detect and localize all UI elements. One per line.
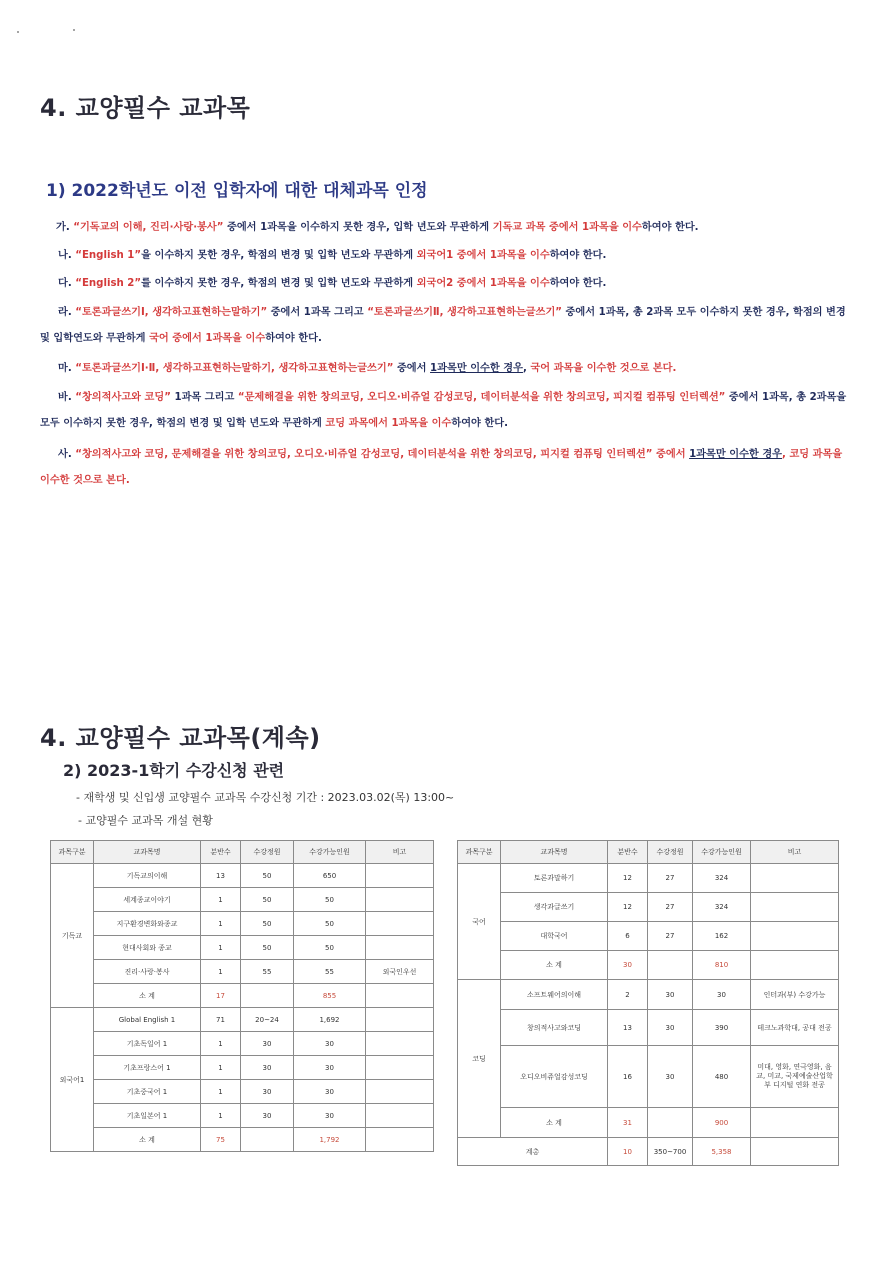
table-row: 창의적사고와코딩 13 30 390 테크노과학대, 공대 전공 bbox=[458, 1010, 839, 1046]
table-row: 기독교 기독교의이해 13 50 650 bbox=[51, 864, 434, 888]
category-cell: 코딩 bbox=[458, 980, 501, 1138]
scan-speck bbox=[73, 29, 75, 31]
table-row: 외국어1 Global English 1 71 20~24 1,692 bbox=[51, 1008, 434, 1032]
table-row: 지구환경변화와종교 1 50 50 bbox=[51, 912, 434, 936]
header-course: 교과목명 bbox=[94, 841, 201, 864]
header-category: 과목구분 bbox=[51, 841, 94, 864]
table-row: 코딩 소프트웨어의이해 2 30 30 인터과(부) 수강가능 bbox=[458, 980, 839, 1010]
subtotal-row: 소 계 75 1,792 bbox=[51, 1128, 434, 1152]
category-cell: 외국어1 bbox=[51, 1008, 94, 1152]
table-row: 국어 토론과말하기 12 27 324 bbox=[458, 864, 839, 893]
table-row: 생각과글쓰기 12 27 324 bbox=[458, 893, 839, 922]
table-row: 오디오비쥬얼감성코딩 16 30 480 미대, 영화, 연극영화, 음교, 미교, 국제예술산업학부 디지털 연화 전공 bbox=[458, 1046, 839, 1108]
table-row: 기초중국어 1 1 30 30 bbox=[51, 1080, 434, 1104]
rule-da: 다. “English 2”를 이수하지 못한 경우, 학점의 변경 및 입학 년도와 무관하게 외국어2 중에서 1과목을 이수하여야 한다. bbox=[58, 278, 607, 289]
section-subtitle: 1) 2022학년도 이전 입학자에 대한 대체과목 인정 bbox=[46, 181, 428, 201]
rule-sa: 사. “창의적사고와 코딩, 문제해결을 위한 창의코딩, 오디오·비쥬얼 감성코딩, 데이터분석을 위한 창의코딩, 피지컬 컴퓨팅 인터렉션” 중에서 1과목만 이수한 경우, 코딩 과목을 이수한 것으로 본다. bbox=[40, 449, 843, 486]
header-category: 과목구분 bbox=[458, 841, 501, 864]
header-available: 수강가능인원 bbox=[294, 841, 366, 864]
rule-ra: 라. “토론과글쓰기Ⅰ, 생각하고표현하는말하기” 중에서 1과목 그리고 “토론과글쓰기Ⅱ, 생각하고표현하는글쓰기” 중에서 1과목, 총 2과목 모두 이수하지 못한 경우, 학점의 변경 및 입학연도와 무관하게 국어 중에서 1과목을 이수하여야 한다. bbox=[40, 307, 846, 344]
rule-ba: 바. “창의적사고와 코딩” 1과목 그리고 “문제해결을 위한 창의코딩, 오디오·비쥬얼 감성코딩, 데이터분석을 위한 창의코딩, 피지컬 컴퓨팅 인터렉션” 중에서 1과목, 총 2과목을 모두 이수하지 못한 경우, 학점의 변경 및 입학 년도와 무관하게 코딩 과목에서 1과목을 이수하여야 한다. bbox=[40, 392, 847, 429]
subtotal-row: 소 계 31 900 bbox=[458, 1108, 839, 1138]
category-cell: 기독교 bbox=[51, 864, 94, 1008]
header-remarks: 비고 bbox=[751, 841, 839, 864]
header-sections: 분반수 bbox=[201, 841, 241, 864]
table-row: 현대사회와 종교 1 50 50 bbox=[51, 936, 434, 960]
header-capacity: 수강정원 bbox=[648, 841, 693, 864]
rule-na: 나. “English 1”을 이수하지 못한 경우, 학점의 변경 및 입학 년도와 무관하게 외국어1 중에서 1과목을 이수하여야 한다. bbox=[58, 250, 607, 261]
header-capacity: 수강정원 bbox=[241, 841, 294, 864]
right-course-table bbox=[457, 840, 839, 1166]
subtotal-row: 소 계 30 810 bbox=[458, 951, 839, 980]
table-row: 기초일본어 1 1 30 30 bbox=[51, 1104, 434, 1128]
header-remarks: 비고 bbox=[366, 841, 434, 864]
header-course: 교과목명 bbox=[501, 841, 608, 864]
rule-ga: 가. “기독교의 이해, 진리·사랑·봉사” 중에서 1과목을 이수하지 못한 경우, 입학 년도와 무관하게 기독교 과목 중에서 1과목을 이수하여야 한다. bbox=[56, 222, 699, 233]
table-row: 대학국어 6 27 162 bbox=[458, 922, 839, 951]
total-row: 계총 10 350~700 5,358 bbox=[458, 1138, 839, 1166]
header-available: 수강가능인원 bbox=[693, 841, 751, 864]
table-row: 기초독일어 1 1 30 30 bbox=[51, 1032, 434, 1056]
category-cell: 국어 bbox=[458, 864, 501, 980]
scan-speck bbox=[17, 31, 19, 33]
course-status-note: - 교양필수 교과목 개설 현황 bbox=[78, 814, 213, 827]
section-title-continued: 4. 교양필수 교과목(계속) bbox=[40, 724, 321, 752]
registration-period-note: - 재학생 및 신입생 교양필수 교과목 수강신청 기간 : 2023.03.02(목) 13:00~ bbox=[76, 791, 455, 804]
header-sections: 분반수 bbox=[608, 841, 648, 864]
subtotal-row: 소 계 17 855 bbox=[51, 984, 434, 1008]
table-row: 세계종교이야기 1 50 50 bbox=[51, 888, 434, 912]
table-row: 진리·사랑·봉사 1 55 55 외국인우선 bbox=[51, 960, 434, 984]
section-subtitle-2: 2) 2023-1학기 수강신청 관련 bbox=[63, 761, 285, 780]
section-title: 4. 교양필수 교과목 bbox=[40, 94, 251, 122]
table-row: 기초프랑스어 1 1 30 30 bbox=[51, 1056, 434, 1080]
rule-ma: 마. “토론과글쓰기Ⅰ·Ⅱ, 생각하고표현하는말하기, 생각하고표현하는글쓰기” 중에서 1과목만 이수한 경우, 국어 과목을 이수한 것으로 본다. bbox=[58, 363, 677, 374]
left-course-table bbox=[50, 840, 434, 1152]
